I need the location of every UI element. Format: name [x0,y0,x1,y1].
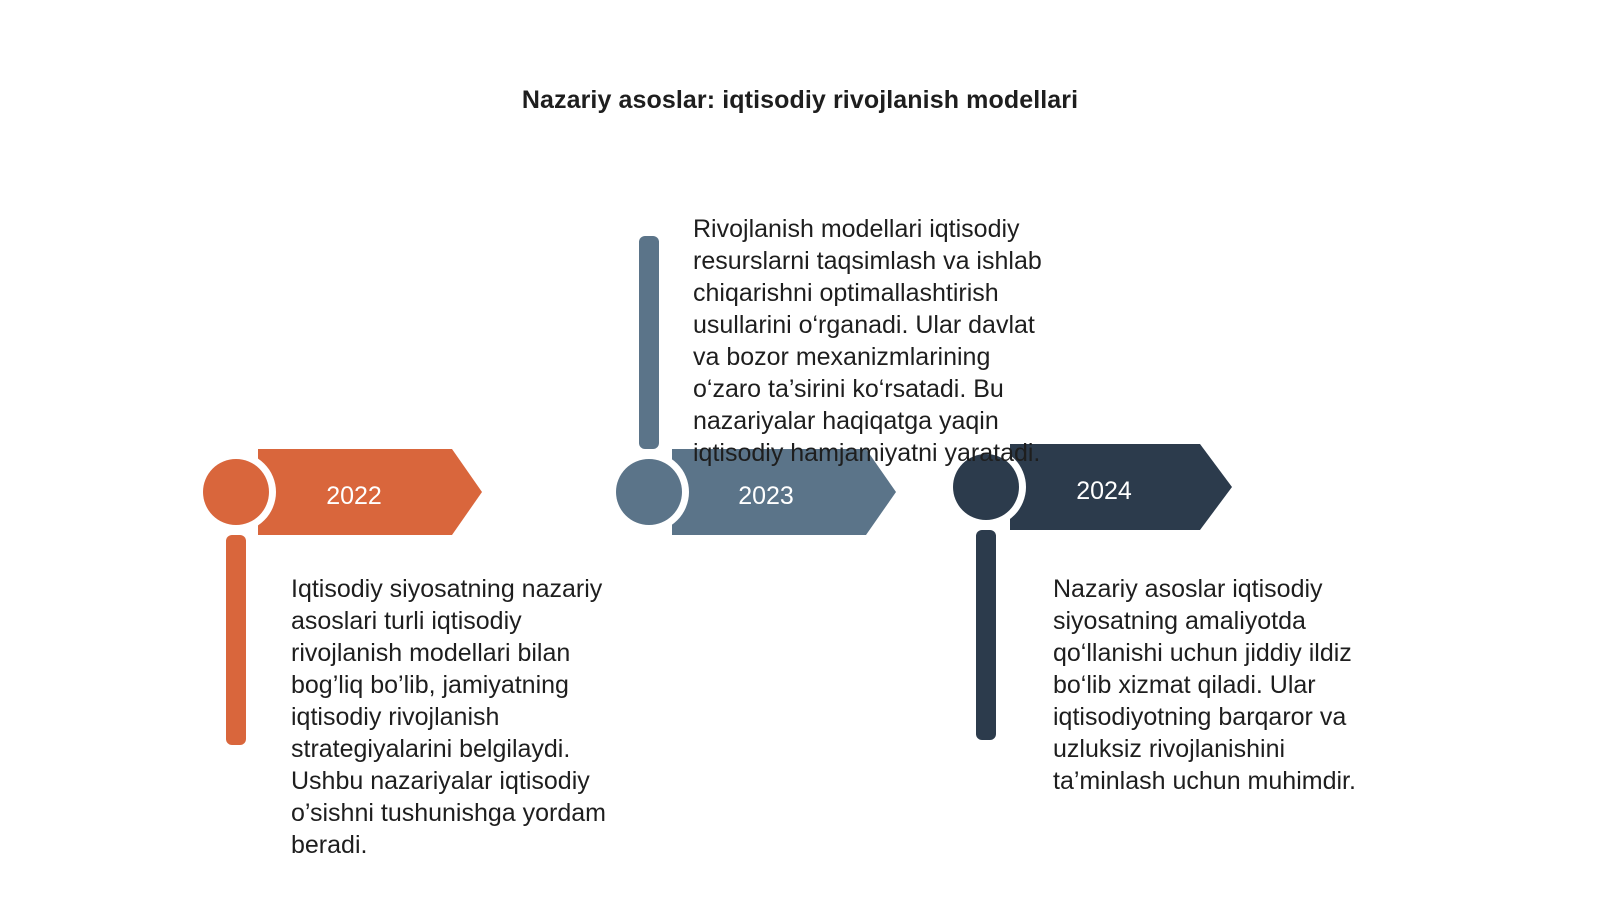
slide-title: Nazariy asoslar: iqtisodiy rivojlanish modellari [521,86,1079,114]
milestone-2022-stem [226,535,246,745]
milestone-2022-dot [203,459,269,525]
milestone-2023-description: Rivojlanish modellari iqtisodiy resurslarni taqsimlash va ishlab chiqarishni optimallashtirish usullarini o‘rganadi. Ular davlat va bozor mexanizmlarining o‘zaro ta’sirini ko‘rsatadi. Bu nazariyalar haqiqatga yaqin iqtisodiy hamjamiyatni yaratadi. [693,215,1042,467]
milestone-2024-stem [976,530,996,740]
milestone-2022-description: Iqtisodiy siyosatning nazariy asoslari turli iqtisodiy rivojlanish modellari bilan bog’liq bo’lib, jamiyatning iqtisodiy rivojlanish strategiyalarini belgilaydi. Ushbu nazariyalar iqtisodiy o’sishni tushunishga yordam beradi. [291,575,607,859]
milestone-2023-year: 2023 [738,482,794,510]
milestone-2022-year: 2022 [326,482,382,510]
milestone-2024-description: Nazariy asoslar iqtisodiy siyosatning amaliyotda qo‘llanishi uchun jiddiy ildiz bo‘lib xizmat qiladi. Ular iqtisodiyotning barqaror va uzluksiz rivojlanishini ta’minlash uchun muhimdir. [1053,575,1356,795]
milestone-2023-dot [616,459,682,525]
milestone-2023-stem [639,236,659,449]
milestone-2024-year: 2024 [1076,477,1132,505]
